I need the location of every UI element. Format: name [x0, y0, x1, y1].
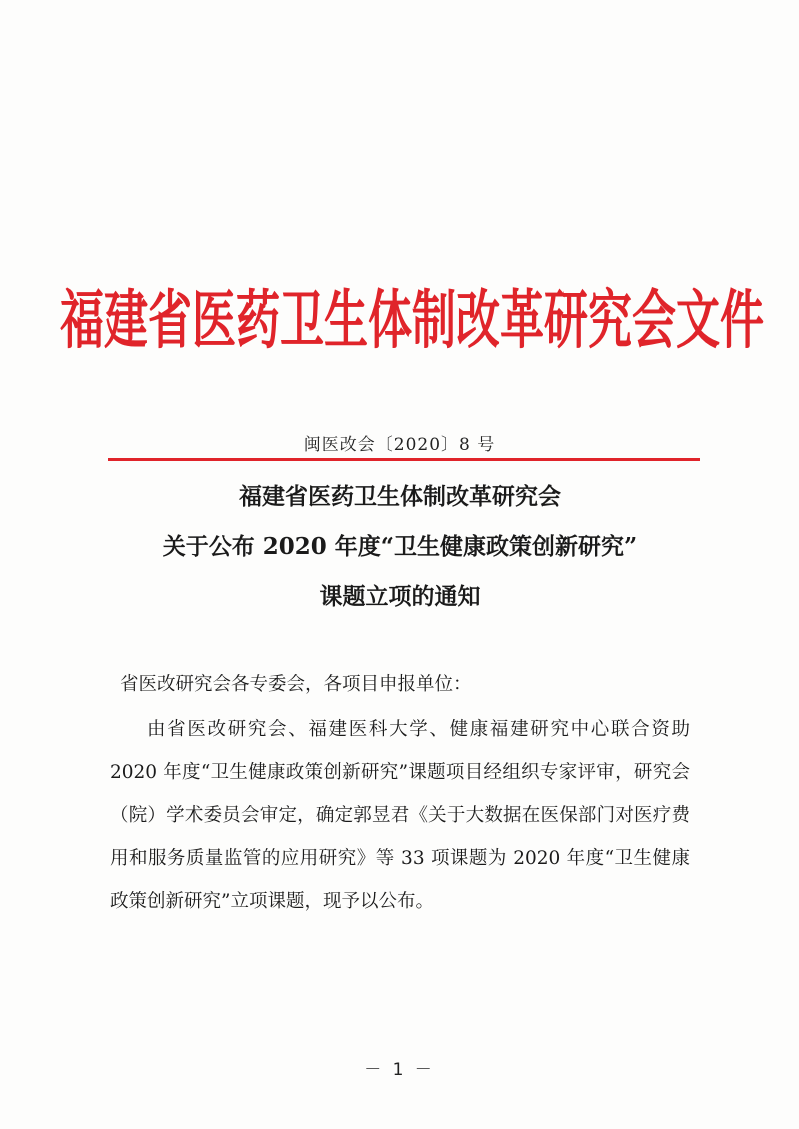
salutation: 省医改研究会各专委会，各项目申报单位： — [120, 674, 472, 695]
page-number: － 1 － — [364, 1060, 435, 1080]
red-separator-line — [108, 458, 700, 461]
document-number: 闽医改会〔2020〕8 号 — [303, 435, 496, 455]
notice-title-line-3: 课题立项的通知 — [319, 583, 481, 610]
body-paragraph: 由省医改研究会、福建医科大学、健康福建研究中心联合资助 2020 年度“卫生健康政策创新研究”课题项目经组织专家评审，研究会（院）学术委员会审定，确定郭昱君《关于大数据在医保部门对医疗费用和服务质量监管的应用研究》等 33 项课题为 2020 年度“卫生健康政策创新研究”立项课题，现予以公布。 — [110, 719, 690, 912]
notice-title-line-1: 福建省医药卫生体制改革研究会 — [239, 483, 561, 510]
masthead-title: 福建省医药卫生体制改革研究会文件 — [60, 283, 764, 358]
notice-title-line-2: 关于公布 2020 年度“卫生健康政策创新研究” — [162, 533, 638, 560]
